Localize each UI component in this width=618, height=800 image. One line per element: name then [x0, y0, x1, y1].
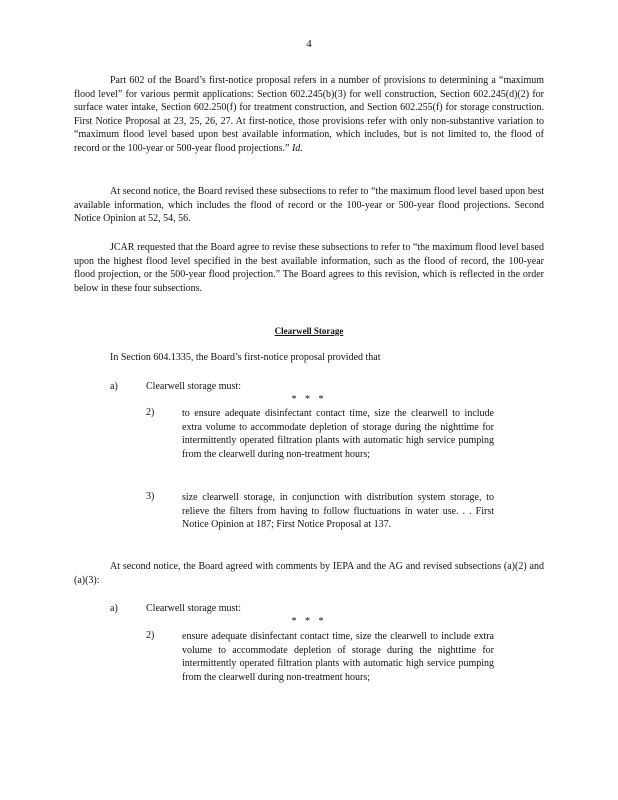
paragraph-second-notice: At second notice, the Board revised these subsections to refer to “the maximum flood level based upon best available information, which includes the flood of record or the 100-year or 500-year flood projections. Second Notice Opinion at 52, 54, 56. — [74, 186, 544, 225]
subsection-lead: Clearwell storage must: — [146, 603, 241, 614]
subsection-label: a) — [110, 381, 118, 392]
subsection-label: a) — [110, 603, 118, 614]
item-number: 3) — [146, 491, 155, 502]
omission-stars: * * * — [291, 616, 327, 627]
paragraph-jcar-request: JCAR requested that the Board agree to revise these subsections to refer to “the maximum flood level based upon the highest flood level specified in the best available information, such as the flood of record, the 100-year flood projection, or the 500-year flood projection.” The Board agrees to this revision, which is reflected in the order below in these four subsections. — [74, 242, 544, 294]
citation-id: Id. — [291, 142, 303, 154]
paragraph-second-notice-revision: At second notice, the Board agreed with comments by IEPA and the AG and revised subsections (a)(2) and (a)(3): — [74, 561, 544, 586]
page-number: 4 — [306, 38, 312, 50]
subsection-lead: Clearwell storage must: — [146, 381, 241, 392]
section-heading: Clearwell Storage — [274, 326, 344, 336]
paragraph-text: Part 602 of the Board’s first-notice proposal refers in a number of provisions to determining a “maximum flood level” for various permit applications: Section 602.245(b)(3) for well construction, Section 602.245(d)(2) for surface water intake, Section 602.250(f) for treatment construction, and Section 602.255(f) for storage construction. First Notice Proposal at 23, 25, 26, 27. At first-notice, those provisions refer with only non-substantive variation to “maximum flood level based upon best available information, which includes, but is not limited to, the flood of record or the 100-year or 500-year flood projections.” — [74, 75, 544, 154]
item-number: 2) — [146, 407, 155, 418]
item-text: to ensure adequate disinfectant contact time, size the clearwell to include extra volume to accommodate depletion of storage during the nighttime for intermittently operated filtration plants with automatic high service pumping from the clearwell during non-treatment hours; — [182, 408, 494, 460]
item-text: size clearwell storage, in conjunction with distribution system storage, to relieve the filters from having to follow fluctuations in water use. . . First Notice Opinion at 187; First Notice Proposal at 137. — [182, 492, 494, 531]
paragraph-section-604: In Section 604.1335, the Board’s first-notice proposal provided that — [110, 352, 381, 363]
omission-stars: * * * — [291, 394, 327, 405]
item-number: 2) — [146, 630, 155, 641]
paragraph-maximum-flood-level — [74, 74, 544, 156]
item-text: ensure adequate disinfectant contact time, size the clearwell to include extra volume to accommodate depletion of storage during the nighttime for intermittently operated filtration plants with automatic high service pumping from the clearwell during non-treatment hours; — [182, 631, 494, 683]
